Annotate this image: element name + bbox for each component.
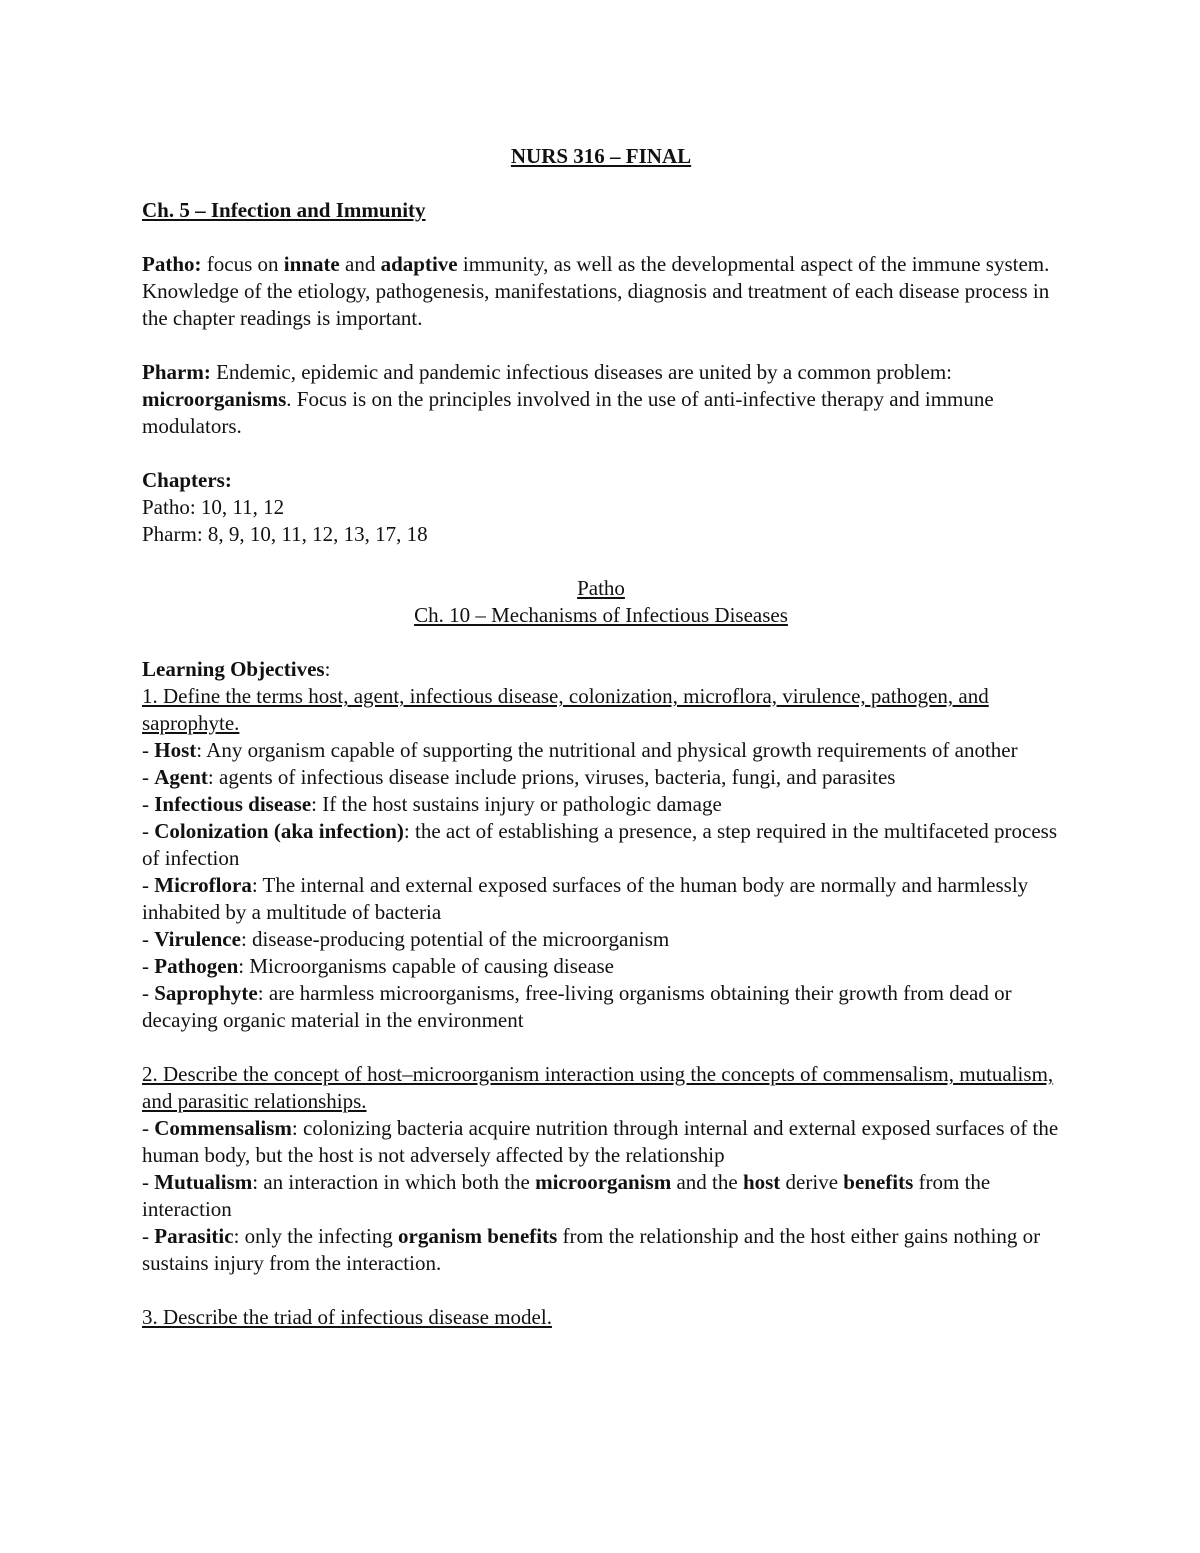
definition-text: : If the host sustains injury or pathologic damage bbox=[311, 792, 722, 816]
learning-objectives-label: Learning Objectives bbox=[142, 657, 325, 681]
document-title-text: NURS 316 – FINAL bbox=[510, 144, 692, 168]
pharm-intro-text: . Focus is on the principles involved in the use of anti-infective therapy and immune modulators. bbox=[142, 387, 994, 438]
definition-term: Microflora bbox=[154, 873, 252, 897]
bullet-dash: - bbox=[142, 927, 155, 951]
bullet-dash: - bbox=[142, 819, 155, 843]
document-title bbox=[142, 143, 1060, 170]
section-title-text: Patho bbox=[577, 576, 625, 600]
definition-term: Pathogen bbox=[154, 954, 239, 978]
definition-infectious-disease bbox=[142, 791, 1060, 818]
bullet-dash: - bbox=[142, 765, 155, 789]
definition-parasitic bbox=[142, 1223, 1060, 1277]
bullet-dash: - bbox=[142, 738, 155, 762]
objective-3-heading: 3. Describe the triad of infectious disease model. bbox=[142, 1305, 552, 1329]
definition-term: Infectious disease bbox=[154, 792, 312, 816]
definition-mutualism bbox=[142, 1169, 1060, 1223]
bullet-dash: - bbox=[142, 1170, 155, 1194]
emphasis-benefits: benefits bbox=[843, 1170, 914, 1194]
definition-text: : colonizing bacteria acquire nutrition through internal and external exposed surfaces of the human body, but the host is not adversely affected by the relationship bbox=[142, 1116, 1059, 1167]
pharm-intro-paragraph bbox=[142, 359, 1060, 440]
learning-objectives-heading bbox=[142, 656, 1060, 683]
emphasis-host: host bbox=[742, 1170, 781, 1194]
patho-label: Patho: bbox=[142, 252, 202, 276]
definition-text: from the interaction bbox=[142, 1170, 991, 1221]
chapters-label: Chapters: bbox=[142, 468, 232, 492]
definition-text: from the relationship and the host either gains nothing or sustains injury from the interaction. bbox=[142, 1224, 1041, 1275]
adaptive-term: adaptive bbox=[380, 252, 458, 276]
definition-microflora bbox=[142, 872, 1060, 926]
definition-term: Host bbox=[154, 738, 197, 762]
section-subtitle bbox=[142, 602, 1060, 629]
definition-term: Mutualism bbox=[154, 1170, 253, 1194]
chapters-pharm: Pharm: 8, 9, 10, 11, 12, 13, 17, 18 bbox=[142, 522, 428, 546]
emphasis-organism-benefits: organism benefits bbox=[398, 1224, 558, 1248]
section-title bbox=[142, 575, 1060, 602]
definition-text: : Any organism capable of supporting the nutritional and physical growth requirements of another bbox=[196, 738, 1018, 762]
objective-2-heading: 2. Describe the concept of host–microorganism interaction using the concepts of commensalism, mutualism, and parasitic relationships. bbox=[142, 1062, 1054, 1113]
definition-text: : only the infecting bbox=[233, 1224, 399, 1248]
definition-text: : agents of infectious disease include prions, viruses, bacteria, fungi, and parasites bbox=[207, 765, 896, 789]
definition-text: : disease-producing potential of the microorganism bbox=[240, 927, 670, 951]
definition-term: Virulence bbox=[154, 927, 241, 951]
definition-term: Saprophyte bbox=[154, 981, 258, 1005]
definition-text: : are harmless microorganisms, free-living organisms obtaining their growth from dead or decaying organic material in the environment bbox=[142, 981, 1012, 1032]
definition-pathogen bbox=[142, 953, 1060, 980]
patho-intro-text: immunity, as well as the developmental aspect of the immune system. Knowledge of the etiology, pathogenesis, manifestations, diagnosis and treatment of each disease process in the chapter readings is important. bbox=[142, 252, 1050, 330]
bullet-dash: - bbox=[142, 954, 155, 978]
patho-intro-paragraph bbox=[142, 251, 1060, 332]
objective-1-heading: 1. Define the terms host, agent, infectious disease, colonization, microflora, virulence, pathogen, and saprophyte. bbox=[142, 684, 989, 735]
bullet-dash: - bbox=[142, 792, 155, 816]
definition-term: Commensalism bbox=[154, 1116, 292, 1140]
definition-text: : The internal and external exposed surfaces of the human body are normally and harmlessly inhabited by a multitude of bacteria bbox=[142, 873, 1029, 924]
learning-objectives-colon: : bbox=[324, 657, 331, 681]
chapter-heading-text: Ch. 5 – Infection and Immunity bbox=[142, 198, 426, 222]
definition-text: : the act of establishing a presence, a step required in the multifaceted process of infection bbox=[142, 819, 1058, 870]
microorganisms-term: microorganisms bbox=[142, 387, 287, 411]
definition-term: Parasitic bbox=[154, 1224, 234, 1248]
bullet-dash: - bbox=[142, 1224, 155, 1248]
definition-virulence bbox=[142, 926, 1060, 953]
section-subtitle-text: Ch. 10 – Mechanisms of Infectious Diseases bbox=[414, 603, 788, 627]
definition-commensalism bbox=[142, 1115, 1060, 1169]
definition-saprophyte bbox=[142, 980, 1060, 1034]
definition-text: : Microorganisms capable of causing disease bbox=[238, 954, 615, 978]
patho-intro-text: focus on bbox=[201, 252, 284, 276]
patho-intro-text: and bbox=[339, 252, 381, 276]
definition-agent bbox=[142, 764, 1060, 791]
innate-term: innate bbox=[283, 252, 340, 276]
definition-colonization bbox=[142, 818, 1060, 872]
bullet-dash: - bbox=[142, 1116, 155, 1140]
definition-text: : an interaction in which both the bbox=[252, 1170, 536, 1194]
bullet-dash: - bbox=[142, 981, 155, 1005]
definition-host bbox=[142, 737, 1060, 764]
chapter-heading bbox=[142, 197, 1060, 224]
emphasis-microorganism: microorganism bbox=[535, 1170, 672, 1194]
pharm-label: Pharm: bbox=[142, 360, 211, 384]
definition-text: derive bbox=[780, 1170, 844, 1194]
chapters-patho: Patho: 10, 11, 12 bbox=[142, 495, 285, 519]
definition-term: Colonization (aka infection) bbox=[154, 819, 404, 843]
bullet-dash: - bbox=[142, 873, 155, 897]
definition-text: and the bbox=[671, 1170, 743, 1194]
pharm-intro-text: Endemic, epidemic and pandemic infectious diseases are united by a common problem: bbox=[210, 360, 953, 384]
definition-term: Agent bbox=[154, 765, 208, 789]
